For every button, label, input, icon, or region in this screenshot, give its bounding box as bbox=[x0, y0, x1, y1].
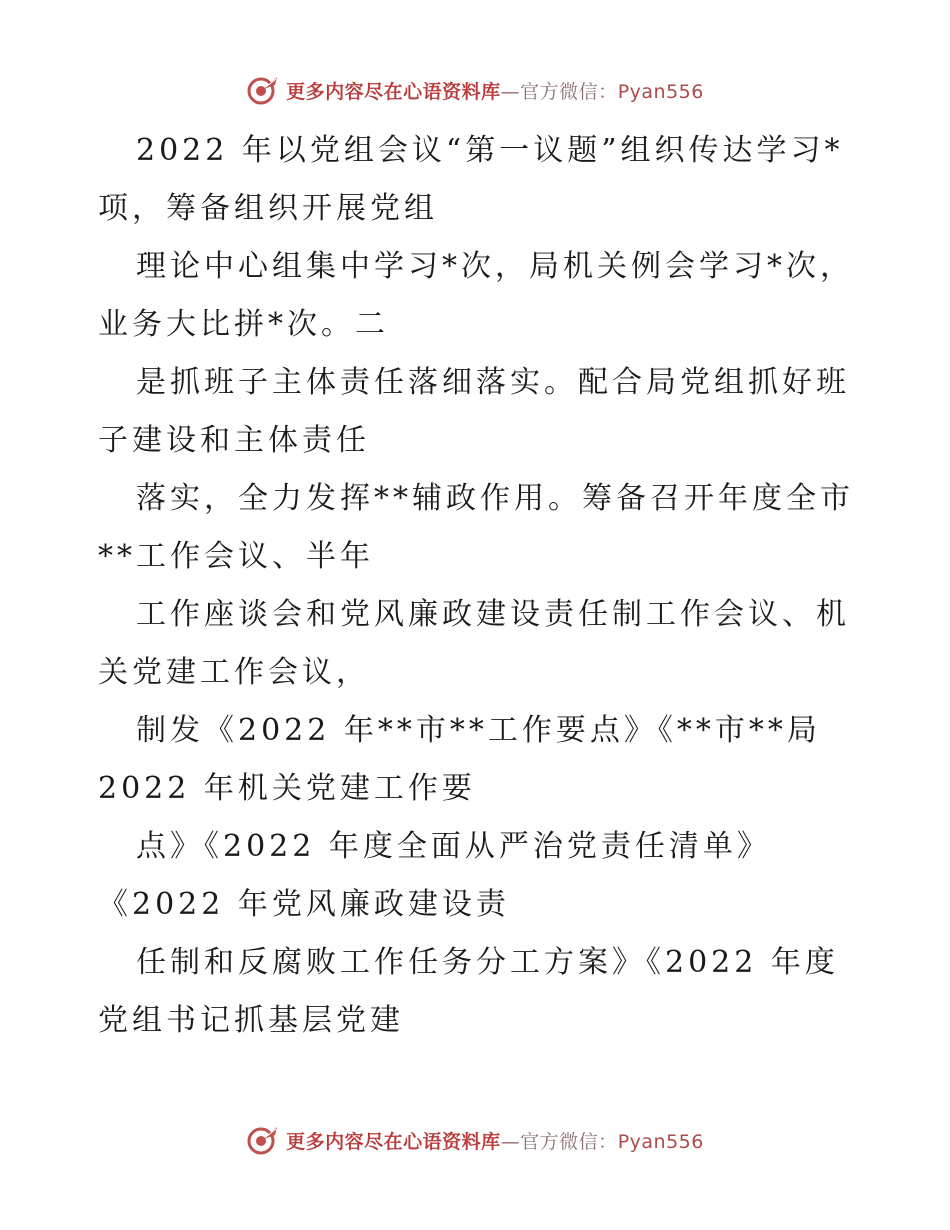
brand-logo-icon bbox=[246, 73, 280, 107]
header-label: 官方微信： bbox=[520, 80, 618, 103]
text-line: 项，筹备组织开展党组 bbox=[98, 191, 438, 226]
document-body bbox=[98, 122, 858, 1050]
text-line: 制发《2022 年**市**工作要点》《**市**局 bbox=[136, 713, 821, 748]
header-banner bbox=[0, 70, 950, 110]
text-line: 任制和反腐败工作任务分工方案》《2022 年度 bbox=[136, 945, 839, 980]
text-line: 关党建工作会议， bbox=[98, 655, 370, 690]
header-brand: 更多内容尽在心语资料库 bbox=[286, 80, 501, 103]
header-wechat-id: Pyan556 bbox=[617, 80, 704, 103]
footer-brand: 更多内容尽在心语资料库 bbox=[286, 1130, 501, 1153]
header-banner-text bbox=[286, 77, 704, 104]
text-line: **工作会议、半年 bbox=[98, 539, 374, 574]
footer-label: 官方微信： bbox=[520, 1130, 618, 1153]
text-line: 落实，全力发挥**辅政作用。筹备召开年度全市 bbox=[136, 481, 854, 516]
header-separator: — bbox=[500, 80, 521, 103]
text-line: 2022 年机关党建工作要 bbox=[98, 771, 476, 806]
text-line: 2022 年以党组会议“第一议题”组织传达学习* bbox=[136, 133, 844, 168]
text-line: 子建设和主体责任 bbox=[98, 423, 370, 458]
text-line: 是抓班子主体责任落细落实。配合局党组抓好班 bbox=[136, 365, 850, 400]
text-line: 理论中心组集中学习*次，局机关例会学习*次， bbox=[136, 249, 854, 284]
brand-logo-icon bbox=[246, 1123, 280, 1157]
text-line: 工作座谈会和党风廉政建设责任制工作会议、机 bbox=[136, 597, 850, 632]
text-line: 业务大比拼*次。二 bbox=[98, 307, 389, 342]
text-line: 《2022 年党风廉政建设责 bbox=[98, 887, 510, 922]
footer-wechat-id: Pyan556 bbox=[617, 1130, 704, 1153]
text-line: 点》《2022 年度全面从严治党责任清单》 bbox=[136, 829, 771, 864]
footer-banner-text bbox=[286, 1127, 704, 1154]
footer-banner bbox=[0, 1120, 950, 1160]
text-line: 党组书记抓基层党建 bbox=[98, 1003, 404, 1038]
footer-separator: — bbox=[500, 1130, 521, 1153]
